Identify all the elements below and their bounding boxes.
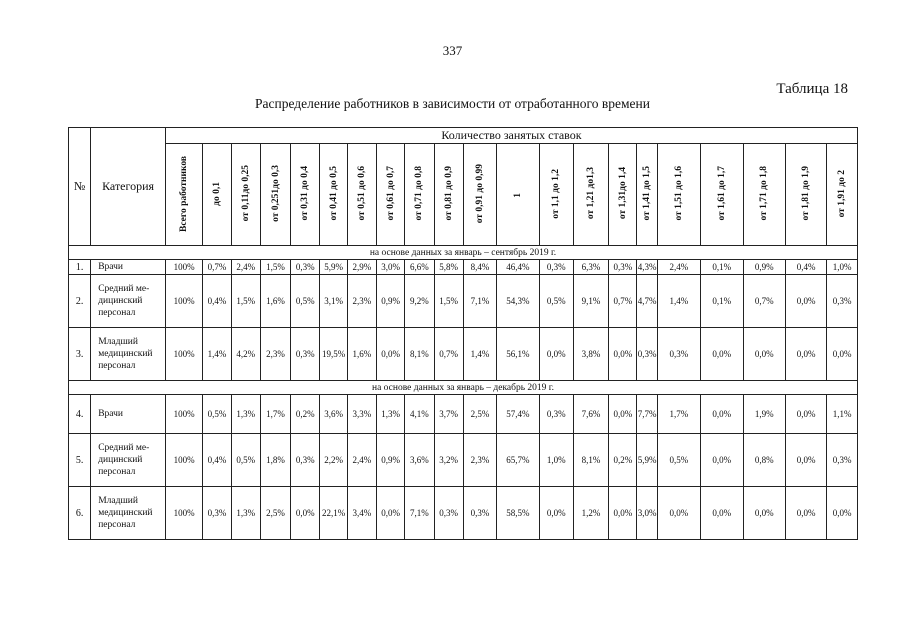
value-cell: 22,1% [320,487,347,540]
column-header [434,144,463,246]
value-cell: 2,5% [463,395,496,434]
column-header [347,144,376,246]
value-cell: 0,2% [609,434,637,487]
table-row [69,434,858,487]
value-cell: 0,5% [231,434,260,487]
value-cell: 0,0% [827,328,858,381]
category-line: дицинский [98,296,143,306]
value-cell: 0,5% [203,395,231,434]
column-header-label: от 0,251до 0,3 [270,165,281,222]
value-cell: 3,7% [434,395,463,434]
value-cell: 58,5% [497,487,539,540]
page-number: 337 [442,43,463,58]
column-header [405,144,434,246]
value-cell: 1,3% [231,487,260,540]
row-category [91,260,166,275]
value-cell: 5,9% [637,434,657,487]
value-cell: 4,2% [231,328,260,381]
category-line: Младший [98,496,138,506]
header-category: Категория [91,128,166,246]
value-cell: 0,3% [637,328,657,381]
column-header [539,144,573,246]
value-cell: 1,5% [260,260,290,275]
column-header [165,144,202,246]
value-cell: 0,0% [701,395,743,434]
column-header-label: от 1,51 до 1,6 [673,166,684,221]
section-title: на основе данных за январь – сентябрь 2019 г. [69,246,858,260]
value-cell: 3,3% [347,395,376,434]
value-cell: 1,5% [231,275,260,328]
value-cell: 0,4% [785,260,826,275]
value-cell: 0,0% [657,487,700,540]
value-cell: 0,8% [743,434,785,487]
column-header [463,144,496,246]
column-header [291,144,320,246]
value-cell: 3,0% [637,487,657,540]
value-cell: 2,4% [231,260,260,275]
value-cell: 0,0% [291,487,320,540]
table-row [69,260,858,275]
value-cell: 100% [165,275,202,328]
value-cell: 1,7% [260,395,290,434]
value-cell: 0,7% [609,275,637,328]
category-line: дицинский [98,455,143,465]
column-header-label: от 0,91 до 0,99 [474,163,485,224]
value-cell: 0,1% [701,275,743,328]
column-header [497,144,539,246]
value-cell: 3,2% [434,434,463,487]
value-cell: 0,5% [657,434,700,487]
table-label: Таблица 18 [776,81,848,97]
value-cell: 1,0% [827,260,858,275]
value-cell: 2,3% [260,328,290,381]
column-header-label: от 0,81 до 0,9 [443,166,454,221]
value-cell: 0,9% [743,260,785,275]
value-cell: 2,5% [260,487,290,540]
category-line: персонал [98,467,136,477]
category-line: Средний ме- [98,284,150,294]
value-cell: 0,5% [539,275,573,328]
value-cell: 0,3% [827,434,858,487]
column-header [827,144,858,246]
row-number: 6. [69,487,91,540]
column-header-label: 1 [512,192,523,198]
value-cell: 1,5% [434,275,463,328]
value-cell: 0,1% [701,260,743,275]
value-cell: 0,0% [785,395,826,434]
column-header [203,144,231,246]
row-number: 5. [69,434,91,487]
column-header-label: от 1,41 до 1,5 [642,166,653,221]
category-line: Врачи [98,409,124,419]
value-cell: 7,7% [637,395,657,434]
table-row [69,395,858,434]
value-cell: 3,6% [405,434,434,487]
value-cell: 7,1% [463,275,496,328]
value-cell: 1,4% [203,328,231,381]
category-line: медицинский [98,508,153,518]
value-cell: 7,6% [573,395,608,434]
value-cell: 0,3% [539,395,573,434]
value-cell: 0,0% [827,487,858,540]
value-cell: 100% [165,328,202,381]
value-cell: 100% [165,487,202,540]
column-header-label: от 0,61 до 0,7 [385,166,396,221]
category-line: персонал [98,361,136,371]
value-cell: 9,1% [573,275,608,328]
value-cell: 2,4% [347,434,376,487]
value-cell: 0,0% [376,328,404,381]
table-row [69,487,858,540]
value-cell: 0,0% [609,328,637,381]
category-line: Врачи [98,262,124,272]
category-line: медицинский [98,349,153,359]
column-header [743,144,785,246]
row-number: 1. [69,260,91,275]
value-cell: 0,4% [203,434,231,487]
column-header-label: от 0,31 до 0,4 [300,166,311,221]
header-num: № [69,128,91,246]
value-cell: 19,5% [320,328,347,381]
value-cell: 2,4% [657,260,700,275]
value-cell: 0,0% [743,328,785,381]
value-cell: 1,0% [539,434,573,487]
category-line: персонал [98,520,136,530]
value-cell: 0,3% [291,434,320,487]
value-cell: 57,4% [497,395,539,434]
value-cell: 4,3% [637,260,657,275]
value-cell: 3,6% [320,395,347,434]
value-cell: 1,6% [260,275,290,328]
value-cell: 5,8% [434,260,463,275]
value-cell: 0,0% [539,328,573,381]
value-cell: 2,3% [463,434,496,487]
column-header-label: Всего работников [179,155,190,232]
value-cell: 0,5% [291,275,320,328]
value-cell: 8,4% [463,260,496,275]
value-cell: 65,7% [497,434,539,487]
value-cell: 2,2% [320,434,347,487]
value-cell: 100% [165,260,202,275]
value-cell: 9,2% [405,275,434,328]
value-cell: 6,3% [573,260,608,275]
column-header [260,144,290,246]
column-header [231,144,260,246]
value-cell: 0,7% [743,275,785,328]
value-cell: 3,8% [573,328,608,381]
value-cell: 0,0% [785,434,826,487]
value-cell: 8,1% [573,434,608,487]
column-header-label: от 1,91 до 2 [837,169,848,218]
value-cell: 2,9% [347,260,376,275]
value-cell: 46,4% [497,260,539,275]
column-header [320,144,347,246]
column-header-label: от 1,71 до 1,8 [759,166,770,221]
value-cell: 0,0% [701,487,743,540]
distribution-table [68,127,858,540]
value-cell: 1,6% [347,328,376,381]
value-cell: 0,0% [743,487,785,540]
value-cell: 0,0% [785,275,826,328]
value-cell: 0,7% [434,328,463,381]
column-header [609,144,637,246]
value-cell: 0,3% [539,260,573,275]
value-cell: 0,0% [785,487,826,540]
value-cell: 1,3% [231,395,260,434]
value-cell: 3,0% [376,260,404,275]
value-cell: 0,2% [291,395,320,434]
column-header-label: от 1,31до 1,4 [617,167,628,220]
column-header [701,144,743,246]
row-category [91,395,166,434]
value-cell: 1,2% [573,487,608,540]
value-cell: 0,0% [701,328,743,381]
section-title: на основе данных за январь – декабрь 2019 г. [69,381,858,395]
row-number: 3. [69,328,91,381]
value-cell: 54,3% [497,275,539,328]
value-cell: 4,7% [637,275,657,328]
column-header [657,144,700,246]
column-header-label: от 1,81 до 1,9 [801,166,812,221]
table-row [69,328,858,381]
column-header-label: от 1,1 до 1,2 [551,168,562,219]
value-cell: 7,1% [405,487,434,540]
value-cell: 1,4% [463,328,496,381]
value-cell: 0,0% [609,487,637,540]
section-row [69,246,858,260]
category-line: персонал [98,308,136,318]
row-category [91,328,166,381]
value-cell: 0,4% [203,275,231,328]
value-cell: 5,9% [320,260,347,275]
value-cell: 0,3% [463,487,496,540]
value-cell: 0,3% [657,328,700,381]
value-cell: 0,3% [434,487,463,540]
column-header-label: от 0,41 до 0,5 [328,166,339,221]
header-group: Количество занятых ставок [165,128,857,144]
value-cell: 0,0% [609,395,637,434]
value-cell: 4,1% [405,395,434,434]
table-caption: Распределение работников в зависимости от отработанного времени [255,96,650,111]
value-cell: 100% [165,395,202,434]
value-cell: 1,3% [376,395,404,434]
value-cell: 1,7% [657,395,700,434]
value-cell: 6,6% [405,260,434,275]
value-cell: 1,1% [827,395,858,434]
column-header [785,144,826,246]
value-cell: 0,3% [827,275,858,328]
value-cell: 0,3% [609,260,637,275]
table-row [69,275,858,328]
value-cell: 2,3% [347,275,376,328]
value-cell: 0,9% [376,434,404,487]
value-cell: 0,0% [701,434,743,487]
value-cell: 0,3% [203,487,231,540]
value-cell: 0,3% [291,328,320,381]
column-header-label: от 1,21 до1,3 [586,167,597,220]
value-cell: 100% [165,434,202,487]
column-header-label: до 0,1 [211,181,222,206]
column-header [376,144,404,246]
value-cell: 1,8% [260,434,290,487]
column-header [637,144,657,246]
value-cell: 0,0% [376,487,404,540]
row-category [91,487,166,540]
value-cell: 8,1% [405,328,434,381]
category-line: Младший [98,337,138,347]
value-cell: 1,4% [657,275,700,328]
value-cell: 0,7% [203,260,231,275]
row-category [91,434,166,487]
value-cell: 56,1% [497,328,539,381]
column-header-label: от 1,61 до 1,7 [716,166,727,221]
row-category [91,275,166,328]
column-header-label: от 0,51 до 0,6 [356,166,367,221]
column-header-label: от 0,71 до 0,8 [414,166,425,221]
category-line: Средний ме- [98,443,150,453]
column-header [573,144,608,246]
section-row [69,381,858,395]
value-cell: 0,3% [291,260,320,275]
row-number: 2. [69,275,91,328]
value-cell: 0,0% [785,328,826,381]
value-cell: 1,9% [743,395,785,434]
value-cell: 3,4% [347,487,376,540]
value-cell: 0,0% [539,487,573,540]
row-number: 4. [69,395,91,434]
value-cell: 0,9% [376,275,404,328]
column-header-label: от 0,11до 0,25 [240,165,251,222]
value-cell: 3,1% [320,275,347,328]
